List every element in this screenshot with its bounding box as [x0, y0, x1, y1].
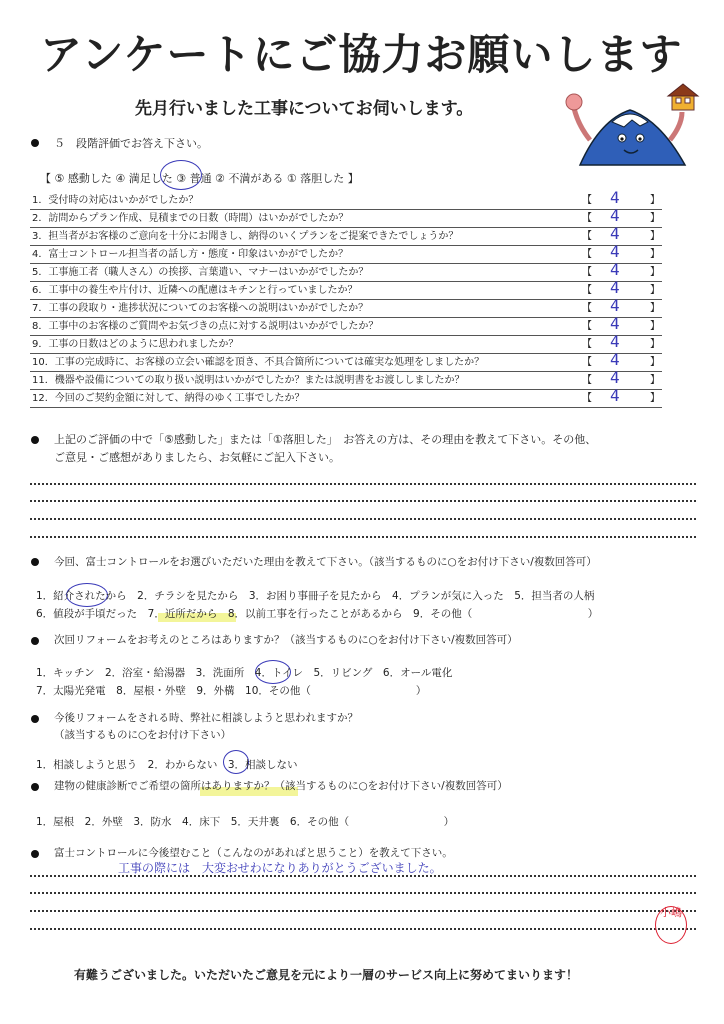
- answer-bracket-left: 【: [582, 303, 592, 314]
- answer-bracket-left: 【: [582, 375, 592, 386]
- question-row: [30, 224, 662, 246]
- answer-bracket-right: 】: [650, 393, 660, 404]
- question-text: 7．工事の段取り・進捗状況についてのお客様への説明はいかがでしたか？: [32, 303, 369, 314]
- question-row: [30, 260, 662, 282]
- inspection-options[interactable]: 1．屋根 2．外壁 3．防水 4．床下 5．天井裏 6．その他（ ）: [36, 816, 455, 828]
- page-subtitle: 先月行いました工事についてお伺いします。: [135, 99, 474, 119]
- question-text: 2．訪問からプラン作成、見積までの日数（時間）はいかがでしたか？: [32, 213, 349, 224]
- reason-options-row2[interactable]: 6．値段が手頃だった 7．近所だから 8．以前工事を行ったことがあるから 9．その他（ ）: [36, 608, 599, 620]
- question-row: [30, 296, 662, 318]
- footer-thanks: 有難うございました。いただいたご意見を元により一層のサービス向上に努めてまいります！: [74, 968, 579, 982]
- answer-bracket-left: 【: [582, 285, 592, 296]
- question-text: 11．機器や設備についての取り扱い説明はいかがでしたか？または説明書をお渡ししましたか？: [32, 375, 465, 386]
- comment-prompt-line1: 上記のご評価の中で「⑤感動した」または「①落胆した」 お答えの方は、その理由を教えて下さい。その他、: [54, 433, 597, 446]
- comment-line[interactable]: [30, 892, 696, 894]
- answer-value[interactable]: 4: [610, 224, 620, 243]
- comment-line[interactable]: [30, 910, 696, 912]
- answer-value[interactable]: 4: [610, 386, 620, 405]
- comment-prompt-line2: ご意見・ご感想がありましたら、お気軽にご記入下さい。: [54, 451, 340, 464]
- answer-bracket-left: 【: [582, 195, 592, 206]
- answer-value[interactable]: 4: [610, 296, 620, 315]
- consult-question-line1: 今後リフォームをされる時、弊社に相談しようと思われますか？: [54, 712, 358, 724]
- answer-bracket-right: 】: [650, 303, 660, 314]
- answer-bracket-right: 】: [650, 249, 660, 260]
- comment-line[interactable]: [30, 518, 696, 520]
- question-row: [30, 242, 662, 264]
- mountain-mascot-icon: [560, 80, 700, 170]
- reform-options-row2[interactable]: 7．太陽光発電 8．屋根・外壁 9．外構 10．その他（ ）: [36, 685, 427, 697]
- question-text: 12．今回のご契約金額に対して、納得のゆく工事でしたか？: [32, 393, 305, 404]
- bullet-icon: [31, 558, 39, 566]
- answer-bracket-right: 】: [650, 267, 660, 278]
- answer-bracket-right: 】: [650, 231, 660, 242]
- consult-question-line2: （該当するものに○をお付け下さい）: [54, 729, 232, 741]
- comment-line[interactable]: [30, 500, 696, 502]
- bullet-icon: [31, 139, 39, 147]
- answer-bracket-right: 】: [650, 321, 660, 332]
- answer-bracket-left: 【: [582, 321, 592, 332]
- question-row: [30, 350, 662, 372]
- question-text: 3．担当者がお客様のご意向を十分にお聞きし、納得のいくプランをご提案できたでしょうか？: [32, 231, 459, 242]
- bullet-icon: [31, 436, 39, 444]
- bullet-icon: [31, 850, 39, 858]
- answer-bracket-left: 【: [582, 393, 592, 404]
- consult-options[interactable]: 1．相談しようと思う 2．わからない 3．相談しない: [36, 759, 298, 771]
- answer-bracket-left: 【: [582, 267, 592, 278]
- bullet-icon: [31, 783, 39, 791]
- question-row: [30, 368, 662, 390]
- answer-bracket-left: 【: [582, 249, 592, 260]
- page-title: アンケートにご協力お願いします: [40, 30, 683, 79]
- answer-value[interactable]: 4: [610, 350, 620, 369]
- question-row: [30, 386, 662, 408]
- answer-value[interactable]: 4: [610, 188, 620, 207]
- question-text: 4．富士コントロール担当者の話し方・態度・印象はいかがでしたか？: [32, 249, 349, 260]
- comment-line[interactable]: [30, 928, 696, 930]
- question-text: 9．工事の日数はどのように思われましたか？: [32, 339, 239, 350]
- handwritten-comment[interactable]: 工事の際には 大変おせわになりありがとうございました。: [118, 861, 442, 875]
- bullet-icon: [31, 715, 39, 723]
- question-text: 5．工事施工者（職人さん）の挨拶、言葉遣い、マナーはいかがでしたか？: [32, 267, 369, 278]
- wish-question: 富士コントロールに今後望むこと（こんなのがあればと思うこと）を教えて下さい。: [54, 847, 453, 859]
- answer-value[interactable]: 4: [610, 332, 620, 351]
- answer-value[interactable]: 4: [610, 314, 620, 333]
- question-row: [30, 332, 662, 354]
- comment-line[interactable]: [30, 536, 696, 538]
- question-row: [30, 188, 662, 210]
- answer-bracket-left: 【: [582, 213, 592, 224]
- reform-question: 次回リフォームをお考えのところはありますか？（該当するものに○をお付け下さい/複数回答可）: [54, 634, 518, 646]
- answer-bracket-right: 】: [650, 339, 660, 350]
- comment-line[interactable]: [30, 483, 696, 485]
- answer-value[interactable]: 4: [610, 242, 620, 261]
- reason-question: 今回、富士コントロールをお選びいただいた理由を教えて下さい。（該当するものに○をお付け下さい/複数回答可）: [54, 556, 597, 568]
- reason-options-row1[interactable]: 1．紹介されたから 2．チラシを見たから 3．お困り事冊子を見たから 4．プランが気に入った 5．担当者の人柄: [36, 590, 595, 602]
- handwritten-circle-mark: [160, 160, 202, 190]
- rating-instruction: ５ 段階評価でお答え下さい。: [54, 137, 208, 150]
- answer-bracket-right: 】: [650, 375, 660, 386]
- answer-value[interactable]: 4: [610, 260, 620, 279]
- answer-bracket-left: 【: [582, 231, 592, 242]
- reform-options-row1[interactable]: 1．キッチン 2．浴室・給湯器 3．洗面所 4．トイレ 5．リビング 6．オール電化: [36, 667, 453, 679]
- answer-value[interactable]: 4: [610, 206, 620, 225]
- answer-value[interactable]: 4: [610, 368, 620, 387]
- question-text: 10．工事の完成時に、お客様の立会い確認を頂き、不具合箇所については確実な処理をしましたか？: [32, 357, 485, 368]
- bullet-icon: [31, 637, 39, 645]
- comment-line[interactable]: [30, 875, 696, 877]
- question-text: 6．工事中の養生や片付け、近隣への配慮はキチンと行っていましたか？: [32, 285, 358, 296]
- question-row: [30, 278, 662, 300]
- answer-value[interactable]: 4: [610, 278, 620, 297]
- rating-scale: 【 ⑤ 感動した ④ 満足した ③ 普通 ② 不満がある ① 落胆した 】: [40, 172, 359, 185]
- question-text: 8．工事中のお客様のご質問やお気づきの点に対する説明はいかがでしたか？: [32, 321, 379, 332]
- answer-bracket-left: 【: [582, 357, 592, 368]
- answer-bracket-left: 【: [582, 339, 592, 350]
- answer-bracket-right: 】: [650, 195, 660, 206]
- answer-bracket-right: 】: [650, 213, 660, 224]
- question-row: [30, 206, 662, 228]
- name-seal-stamp: 小嶋: [655, 906, 687, 944]
- question-row: [30, 314, 662, 336]
- answer-bracket-right: 】: [650, 357, 660, 368]
- inspection-question: 建物の健康診断でご希望の箇所はありますか？（該当するものに○をお付け下さい/複数回答可）: [54, 780, 508, 792]
- answer-bracket-right: 】: [650, 285, 660, 296]
- question-text: 1．受付時の対応はいかがでしたか？: [32, 195, 199, 206]
